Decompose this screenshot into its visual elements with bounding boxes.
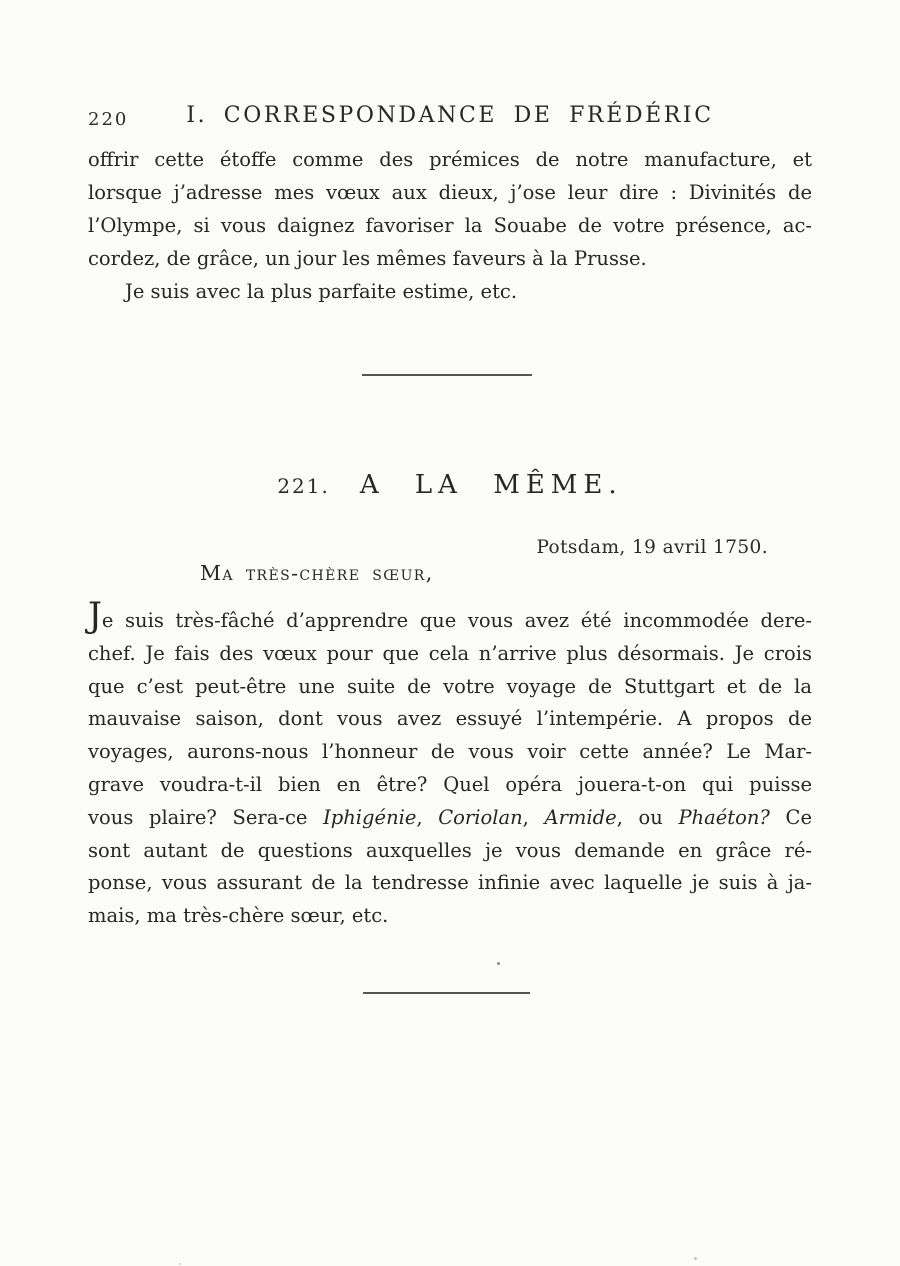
letter-220-continuation-paragraph <box>88 143 812 275</box>
text-line <box>88 867 812 900</box>
section-divider-bottom <box>363 992 530 994</box>
text-segment: , <box>416 805 439 829</box>
text-line <box>88 736 812 769</box>
text-segment: lorsque j’adresse mes vœux aux dieux, j’ose leur dire : Divinités de <box>88 181 812 204</box>
text-segment: , ou <box>616 805 679 829</box>
running-header <box>88 103 812 133</box>
section-divider-top <box>362 374 532 376</box>
text-segment: Ce <box>769 805 812 829</box>
text-segment: e suis très-fâché d’apprendre que vous avez été incommodée dere- <box>101 609 812 632</box>
text-line <box>88 835 812 868</box>
italic-text-segment: Armide <box>544 805 617 829</box>
text-segment: ponse, vous assurant de la tendresse infinie avec laquelle je suis à ja- <box>88 871 812 895</box>
salutation: Ma très-chère sœur, <box>200 561 434 585</box>
page-number: 220 <box>88 109 129 130</box>
text-segment: chef. Je fais des vœux pour que cela n’arrive plus désormais. Je crois <box>88 641 812 665</box>
text-segment: grave voudra-t-il bien en être? Quel opéra jouera-t-on qui puisse <box>88 772 812 796</box>
italic-text-segment: Phaéton? <box>678 805 770 829</box>
text-segment: J <box>88 596 102 636</box>
letter-number: 221. <box>277 474 330 498</box>
text-line <box>88 209 812 242</box>
scan-speck <box>497 962 500 965</box>
scan-speck <box>694 1257 697 1260</box>
text-line <box>88 769 812 802</box>
text-segment: offrir cette étoffe comme des prémices de notre manufacture, et <box>88 148 812 171</box>
text-line <box>88 596 812 638</box>
text-line <box>88 638 812 671</box>
text-segment: l’Olympe, si vous daignez favoriser la Souabe de votre présence, ac- <box>88 214 812 237</box>
letter-220-closing-line: Je suis avec la plus parfaite estime, etc. <box>125 280 518 303</box>
italic-text-segment: Iphigénie <box>323 805 417 829</box>
text-segment: cordez, de grâce, un jour les mêmes faveurs à la Prusse. <box>88 247 647 270</box>
text-segment: sont autant de questions auxquelles je vous demande en grâce ré- <box>88 838 812 862</box>
text-line <box>88 176 812 209</box>
text-line <box>88 671 812 704</box>
text-line <box>88 143 812 176</box>
italic-text-segment: Coriolan <box>438 805 523 829</box>
text-segment: voyages, aurons-nous l’honneur de vous voir cette année? Le Mar- <box>88 740 812 764</box>
text-segment: , <box>522 805 545 829</box>
dateline: Potsdam, 19 avril 1750. <box>536 537 768 558</box>
text-line <box>88 242 812 275</box>
text-line <box>88 802 812 835</box>
text-line <box>88 703 812 736</box>
letter-221-body-paragraph <box>88 596 812 933</box>
text-line <box>88 900 812 933</box>
running-header-title: I. CORRESPONDANCE DE FRÉDÉRIC <box>186 103 714 128</box>
text-segment: vous plaire? Sera-ce <box>88 805 324 829</box>
text-segment: mauvaise saison, dont vous avez essuyé l’intempérie. A propos de <box>88 707 812 731</box>
text-segment: mais, ma très-chère sœur, etc. <box>88 904 389 928</box>
letter-title: A LA MÊME. <box>359 470 623 500</box>
scan-speck <box>179 1263 181 1265</box>
text-segment: que c’est peut-être une suite de votre voyage de Stuttgart et de la <box>88 674 812 698</box>
letter-221-heading <box>88 470 812 500</box>
